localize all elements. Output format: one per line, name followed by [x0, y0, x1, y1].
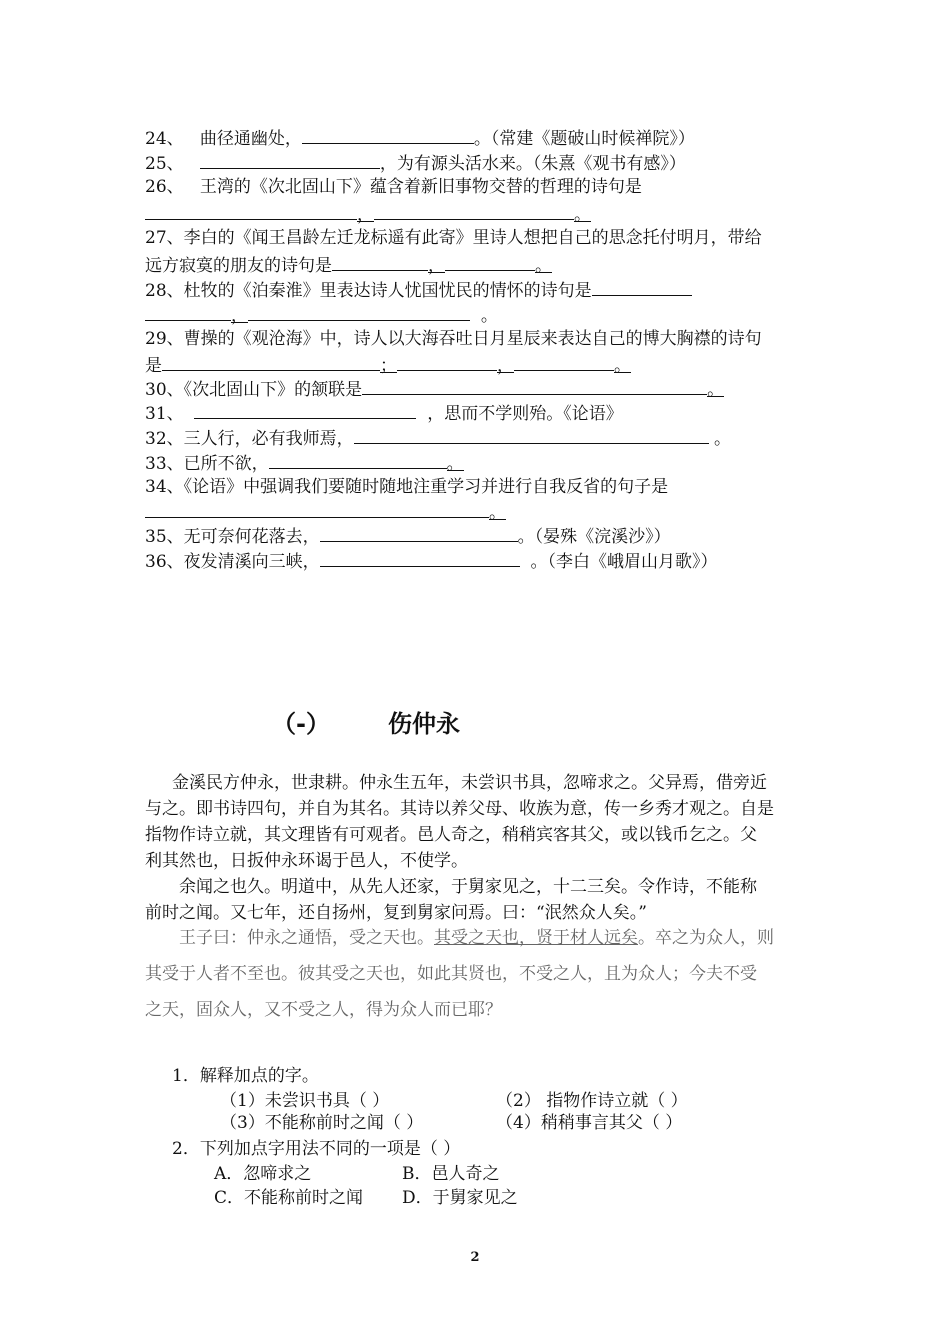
answer-blank[interactable]	[514, 353, 614, 371]
question-1: 1．解释加点的字。	[172, 1066, 319, 1086]
answer-blank[interactable]	[332, 253, 428, 271]
passage-line: 之天，固众人，又不受之人，得为众人而已耶？	[145, 1000, 502, 1020]
question-31	[145, 401, 623, 425]
passage-line: 金溪民方仲永，世隶耕。仲永生五年，未尝识书具，忽啼求之。父异焉，借旁近	[172, 773, 767, 793]
question-text: 。（李白《峨眉山月歌》）	[530, 552, 718, 572]
question-number: 25、	[145, 154, 184, 174]
question-1-2: （2） 指物作诗立就（ ）	[496, 1091, 688, 1111]
answer-blank[interactable]	[320, 549, 520, 567]
answer-blank[interactable]	[354, 426, 709, 444]
question-1-1: （1）未尝识书具（ ）	[220, 1091, 390, 1111]
question-text: 。（常建《题破山时候禅院》）	[473, 129, 695, 149]
blank-period: 。	[614, 356, 631, 376]
option-c[interactable]: C．不能称前时之闻	[214, 1188, 364, 1208]
question-text: 曲径通幽处，	[199, 129, 302, 149]
question-34-answer	[145, 500, 506, 524]
question-text: 。（晏殊《浣溪沙》）	[517, 527, 671, 547]
question-text: 是	[145, 356, 162, 376]
option-d[interactable]: D．于舅家见之	[402, 1188, 518, 1208]
passage-text: 王子曰：仲永之通悟，受之天也。	[179, 928, 434, 948]
passage-line: 利其然也，日扳仲永环谒于邑人，不使学。	[145, 851, 468, 871]
question-text: 33、已所不欲，	[145, 454, 269, 474]
question-28-answer	[145, 303, 498, 327]
blank-period: 。	[714, 429, 732, 449]
question-28	[145, 278, 692, 302]
blank-semicolon: ；	[380, 356, 397, 376]
answer-blank[interactable]	[445, 253, 535, 271]
question-number: 31、	[145, 404, 184, 424]
question-30	[145, 377, 724, 401]
question-number: 24、	[145, 129, 184, 149]
question-1-4: （4）稍稍事言其父（ ）	[496, 1113, 683, 1133]
section-title	[272, 704, 460, 739]
question-36	[145, 549, 717, 573]
question-32	[145, 426, 731, 450]
question-29: 29、曹操的《观沧海》中，诗人以大海吞吐日月星辰来表达自己的博大胸襟的诗句	[145, 329, 762, 349]
passage-line	[179, 927, 774, 949]
blank-period: 。	[480, 306, 498, 326]
blank-period: 。	[535, 256, 552, 276]
question-text: 36、夜发清溪向三峡，	[145, 552, 320, 572]
question-34: 34、《论语》中强调我们要随时随地注重学习并进行自我反省的句子是	[145, 477, 669, 497]
blank-period: 。	[489, 503, 506, 523]
answer-blank[interactable]	[248, 303, 470, 321]
passage-line: 其受于人者不至也。彼其受之天也，如此其贤也，不受之人，且为众人；今夫不受	[145, 964, 757, 984]
answer-blank[interactable]	[269, 451, 447, 469]
answer-blank[interactable]	[320, 524, 518, 542]
answer-blank[interactable]	[592, 278, 692, 296]
blank-comma: ，	[231, 306, 248, 326]
answer-blank[interactable]	[145, 500, 489, 518]
question-29-answer	[145, 353, 631, 377]
underlined-sentence: 其受之天也，贤于材人远矣	[434, 928, 638, 948]
answer-blank[interactable]	[302, 126, 474, 144]
passage-line: 与之。即书诗四句，并自为其名。其诗以养父母、收族为意，传一乡秀才观之。自是	[145, 799, 774, 819]
question-text: 35、无可奈何花落去，	[145, 527, 320, 547]
answer-blank[interactable]	[194, 401, 416, 419]
passage-text: 。卒之为众人，则	[638, 928, 774, 948]
blank-comma: ，	[357, 205, 374, 225]
question-number: 26、	[145, 177, 184, 197]
section-name: 伤仲永	[387, 710, 460, 738]
question-text: ，思而不学则殆。《论语》	[427, 404, 623, 424]
answer-blank[interactable]	[397, 353, 497, 371]
answer-blank[interactable]	[162, 353, 380, 371]
blank-period: 。	[446, 454, 464, 474]
page-number: 2	[470, 1250, 480, 1265]
question-25	[145, 151, 686, 175]
option-a[interactable]: A．忽啼求之	[214, 1164, 312, 1184]
answer-blank[interactable]	[145, 202, 357, 220]
question-1-3: （3）不能称前时之闻（ ）	[220, 1113, 424, 1133]
answer-blank[interactable]	[374, 202, 574, 220]
blank-period: 。	[707, 380, 725, 400]
question-26-answer	[145, 202, 591, 226]
question-text: 32、三人行，必有我师焉，	[145, 429, 354, 449]
question-27-answer	[145, 253, 552, 277]
question-24	[145, 126, 695, 150]
question-26	[145, 176, 642, 198]
answer-blank[interactable]	[145, 303, 231, 321]
question-27: 27、李白的《闻王昌龄左迁龙标遥有此寄》里诗人想把自己的思念托付明月，带给	[145, 228, 762, 248]
option-b[interactable]: B．邑人奇之	[402, 1164, 500, 1184]
answer-blank[interactable]	[200, 151, 380, 169]
blank-comma: ，	[428, 256, 445, 276]
blank-period: 。	[574, 205, 591, 225]
question-text: 28、杜牧的《泊秦淮》里表达诗人忧国忧民的情怀的诗句是	[145, 281, 592, 301]
question-35	[145, 524, 671, 548]
question-text: 王湾的《次北固山下》蕴含着新旧事物交替的哲理的诗句是	[199, 177, 642, 197]
passage-line: 指物作诗立就，其文理皆有可观者。邑人奇之，稍稍宾客其父，或以钱币乞之。父	[145, 825, 757, 845]
answer-blank[interactable]	[362, 377, 707, 395]
question-text: 远方寂寞的朋友的诗句是	[145, 256, 332, 276]
question-text: 30、《次北固山下》的颔联是	[145, 380, 363, 400]
passage-line: 余闻之也久。明道中，从先人还家，于舅家见之，十二三矣。令作诗，不能称	[179, 877, 757, 897]
question-text: ，为有源头活水来。（朱熹《观书有感》）	[379, 154, 686, 174]
section-number: （-）	[272, 710, 330, 738]
passage-line: 前时之闻。又七年，还自扬州，复到舅家问焉。曰：“泯然众人矣。”	[145, 903, 647, 923]
blank-comma: ，	[497, 356, 514, 376]
question-2: 2．下列加点字用法不同的一项是（ ）	[172, 1139, 461, 1159]
question-33	[145, 451, 464, 475]
